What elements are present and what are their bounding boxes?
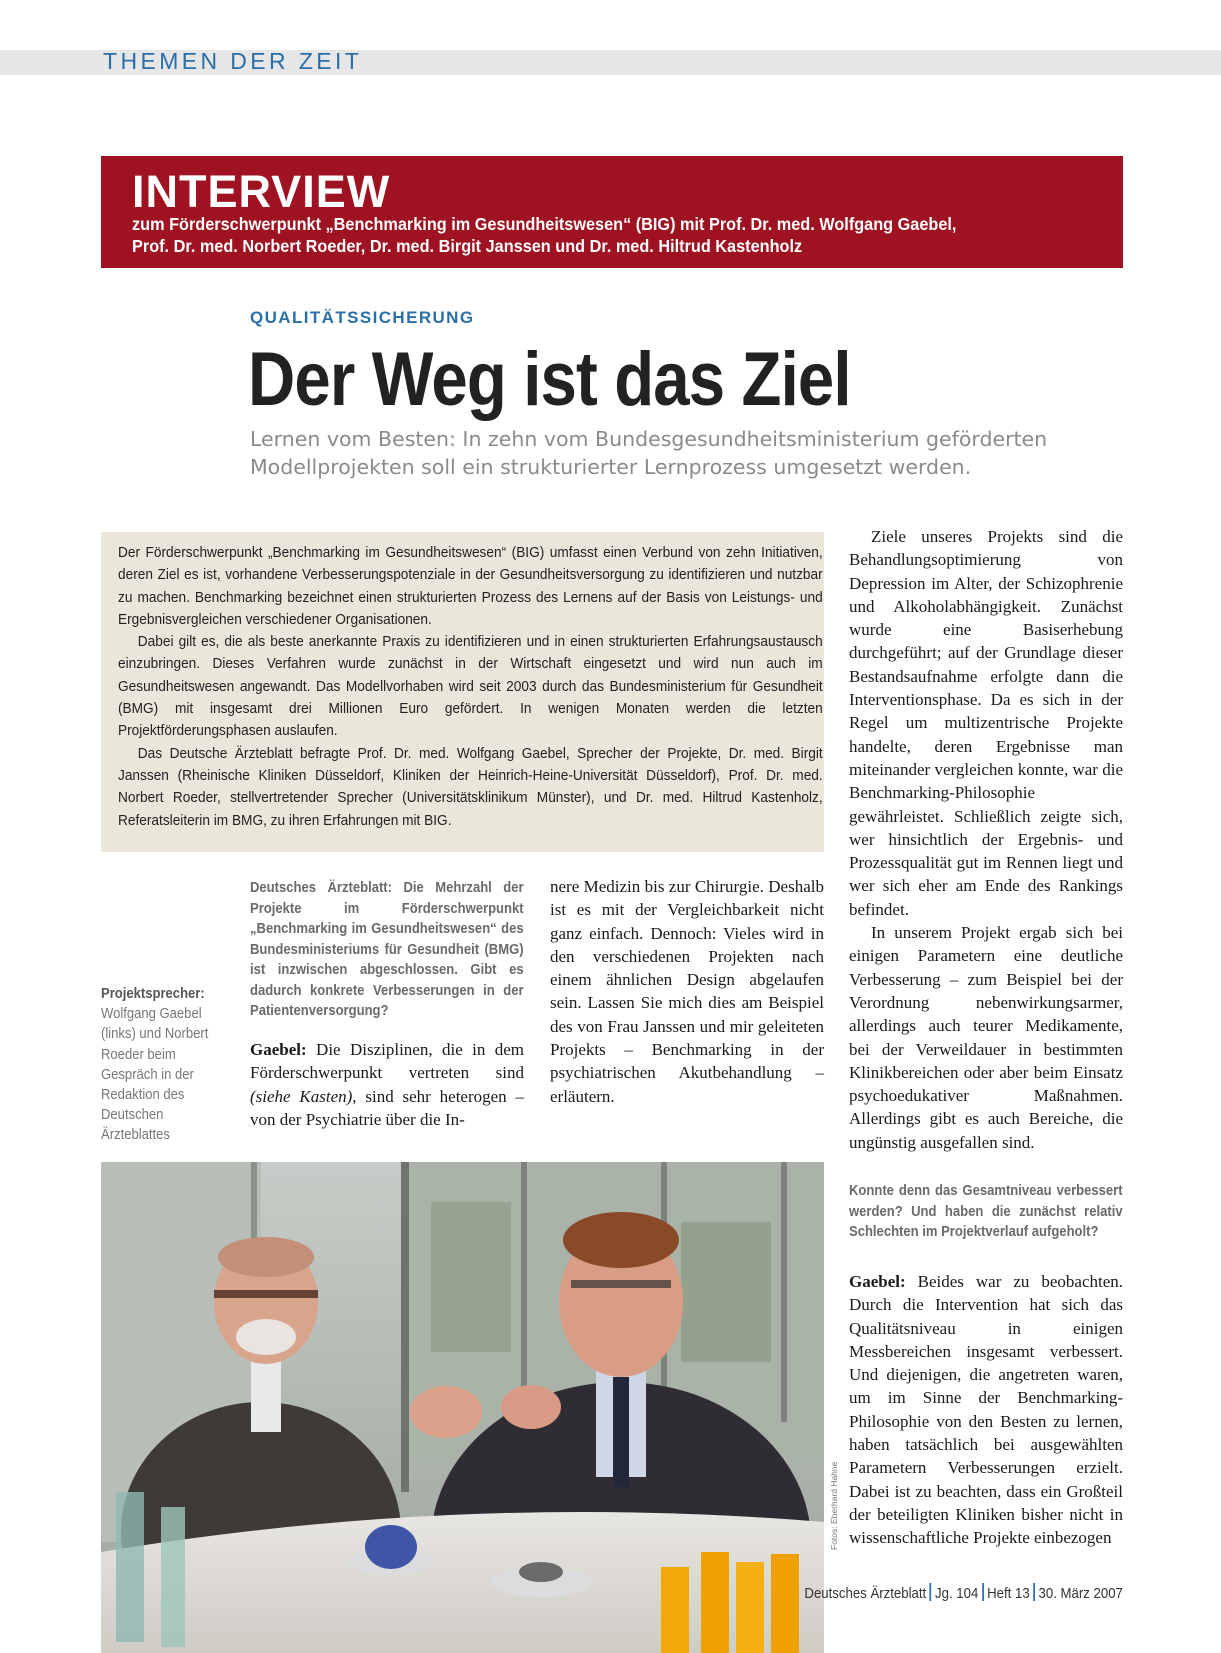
answer-left bbox=[250, 1038, 524, 1131]
left-column bbox=[250, 1038, 524, 1131]
footer-volume: Jg. 104 bbox=[935, 1585, 979, 1602]
interview-photo bbox=[101, 1162, 824, 1653]
middle-paragraph: nere Medizin bis zur Chirurgie. Deshalb ist es mit der Vergleichbarkeit nicht ganz einfach. Dennoch: Vieles wird in den verschiedenen Projekten nach einem ähnlichen Design abgelaufen sein. Lassen Sie mich dies am Beispiel des von Frau Janssen und mir geleiteten Projekts – Benchmarking in der psychiatrischen Akutbehandlung – erläutern. bbox=[550, 877, 824, 1106]
caption-label: Projektsprecher: bbox=[101, 986, 205, 1002]
footer-separator bbox=[982, 1583, 984, 1601]
question-right: Konnte denn das Gesamtniveau verbessert werden? Und haben die zunächst relativ Schlechten im Projektverlauf aufgeholt? bbox=[849, 1183, 1123, 1240]
banner-subtitle-line-1: zum Förderschwerpunkt „Benchmarking im Gesundheitswesen“ (BIG) mit Prof. Dr. med. Wolfgang Gaebel, bbox=[132, 214, 957, 234]
banner-subtitle bbox=[132, 214, 1048, 257]
right-column-bottom bbox=[849, 1270, 1123, 1550]
answer-right-text: Beides war zu beobachten. Durch die Intervention hat sich das Qualitätsniveau in einigen Messbereichen insgesamt verbessert. Und diejenigen, die angetreten waren, um im Sinne der Benchmarking-Philosophie von den Besten zu lernen, haben tatsächlich bei ausgewählten Parametern Verbesserungen erzielt. Dabei ist zu beachten, dass ein Großteil der beteiligten Kliniken bisher nicht in wissenschaftliche Projekte einbezogen bbox=[849, 1272, 1124, 1548]
intro-paragraph-1: Der Förderschwerpunkt „Benchmarking im Gesundheitswesen“ (BIG) umfasst einen Verbund von zehn Initiativen, deren Ziel es ist, vorhandene Verbesserungspotenziale in der Gesundheitsversorgung zu identifizieren und nutzbar zu machen. Benchmarking bezeichnet einen strukturierten Prozess des Lernens auf der Basis von Leistungs- und Ergebnisvergleichen verschiedener Organisationen. bbox=[118, 544, 823, 628]
answer-left-text-1: Die Disziplinen, die in dem Förderschwerpunkt vertreten sind bbox=[250, 1040, 525, 1083]
footer-journal: Deutsches Ärzteblatt bbox=[804, 1585, 927, 1602]
answer-left-italic: (siehe Kasten) bbox=[250, 1086, 353, 1106]
photo-credit: Fotos: Eberhard Hahne bbox=[829, 1461, 839, 1550]
answer-right bbox=[849, 1270, 1123, 1550]
intro-text bbox=[118, 542, 823, 832]
article-kicker: QUALITÄTSSICHERUNG bbox=[250, 308, 475, 327]
answer-left-text-2: , sind sehr heterogen – von der Psychiatrie über die In- bbox=[250, 1086, 524, 1129]
article-headline: Der Weg ist das Ziel bbox=[248, 337, 851, 422]
banner-title: INTERVIEW bbox=[132, 166, 391, 217]
intro-box bbox=[101, 532, 824, 852]
intro-paragraph-2: Dabei gilt es, die als beste anerkannte Praxis zu identifizieren und in einen strukturierten Erfahrungsaustausch einzubringen. Dieses Verfahren wurde zunächst in der Wirtschaft eingesetzt und wird nun auch im Gesundheitswesen angewandt. Das Modellvorhaben wird seit 2003 durch das Bundesministerium für Gesundheit (BMG) mit insgesamt drei Millionen Euro gefördert. In wenigen Monaten werden die letzten Projektförderungsphasen auslaufen. bbox=[118, 633, 823, 740]
footer-date: 30. März 2007 bbox=[1038, 1585, 1123, 1602]
right-column-top bbox=[849, 525, 1123, 1154]
page-footer bbox=[805, 1583, 1123, 1602]
footer-issue: Heft 13 bbox=[987, 1585, 1030, 1602]
section-label: THEMEN DER ZEIT bbox=[103, 48, 363, 74]
photo-caption bbox=[101, 984, 218, 1146]
right-paragraph-1: Ziele unseres Projekts sind die Behandlungsoptimierung von Depression im Alter, der Schizophrenie und Alkoholabhängigkeit. Zunächst wurde eine Basiserhebung durchgeführt; auf der Grundlage dieser Bestandsaufnahme erfolgte dann die Interventionsphase. Da es sich in der Regel um multizentrische Projekte handelte, deren Ergebnisse man miteinander vergleichen konnte, war die Benchmarking-Philosophie gewährleistet. Schließlich zeigte sich, wer hinsichtlich der Ergebnis- und Prozessqualität gut im Rennen liegt und wer sich eher am Ende des Rankings befindet. bbox=[849, 527, 1123, 919]
question-left: Deutsches Ärzteblatt: Die Mehrzahl der Projekte im Förderschwerpunkt „Benchmarking im Gesundheitswesen“ des Bundesministeriums für Gesundheit (BMG) ist inzwischen abgeschlossen. Gibt es dadurch konkrete Verbesserungen in der Patientenversorgung? bbox=[250, 880, 524, 1019]
answer-right-speaker: Gaebel: bbox=[849, 1272, 906, 1291]
banner-subtitle-line-2: Prof. Dr. med. Norbert Roeder, Dr. med. Birgit Janssen und Dr. med. Hiltrud Kastenholz bbox=[132, 235, 803, 256]
middle-column bbox=[550, 875, 824, 1108]
article-lead: Lernen vom Besten: In zehn vom Bundesgesundheitsministerium geförderten Modellprojekten soll ein strukturierter Lernprozess umgesetzt werden. bbox=[250, 427, 1048, 479]
photo-illustration bbox=[101, 1162, 824, 1653]
answer-left-speaker: Gaebel: bbox=[250, 1040, 307, 1059]
footer-separator bbox=[1033, 1583, 1035, 1601]
right-paragraph-2: In unserem Projekt ergab sich bei einigen Parametern eine deutliche Verbesserung – zum Beispiel bei der Verordnung nebenwirkungsarmer, allerdings auch teurer Medikamente, bei der Verweildauer in bestimmten Klinikbereichen oder aber beim Einsatz psychoedukativer Maßnahmen. Allerdings gibt es auch Bereiche, die ungünstig ausgefallen sind. bbox=[849, 923, 1123, 1152]
caption-text: Wolfgang Gaebel (links) und Norbert Roeder beim Gespräch in der Redaktion des Deutschen Ärzteblattes bbox=[101, 1006, 209, 1144]
footer-separator bbox=[930, 1583, 932, 1601]
intro-paragraph-3: Das Deutsche Ärzteblatt befragte Prof. Dr. med. Wolfgang Gaebel, Sprecher der Projekte, Dr. med. Birgit Janssen (Rheinische Kliniken Düsseldorf, Kliniken der Heinrich-Heine-Universität Düsseldorf), Prof. Dr. med. Norbert Roeder, stellvertretender Sprecher (Universitätsklinikum Münster), und Dr. med. Hiltrud Kastenholz, Referatsleiterin im BMG, zu ihren Erfahrungen mit BIG. bbox=[118, 744, 823, 829]
interview-banner bbox=[101, 156, 1123, 268]
